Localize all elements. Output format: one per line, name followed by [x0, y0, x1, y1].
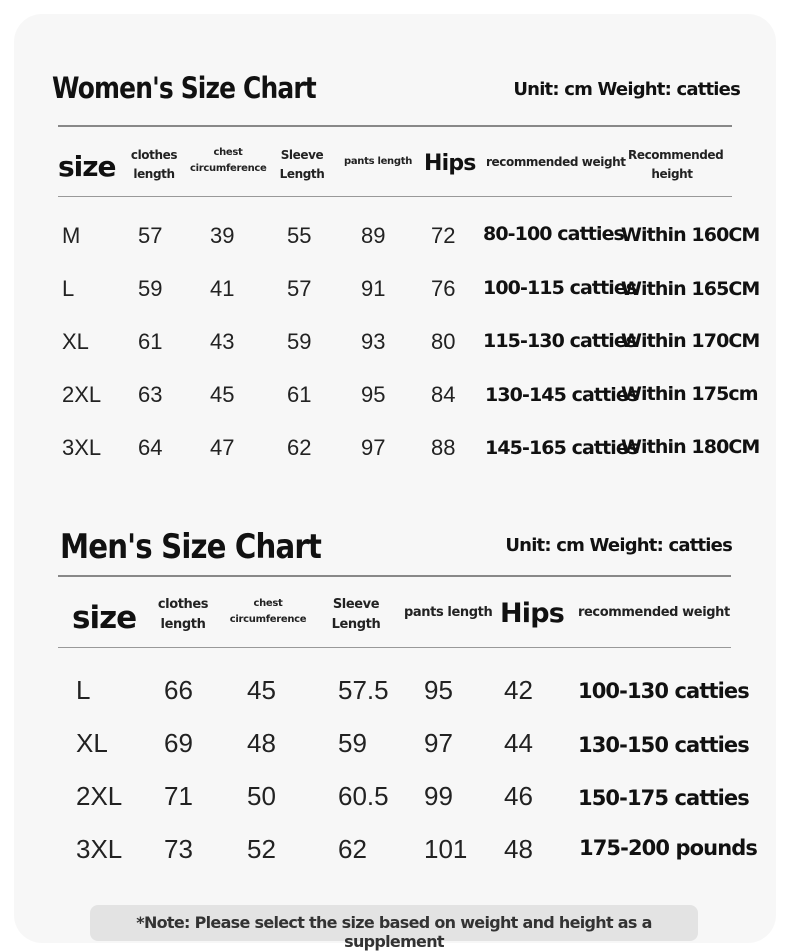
sleeve-cell: 61 [287, 382, 312, 407]
women-header-divider [58, 196, 732, 197]
sleeve-cell: 62 [338, 834, 367, 864]
size-cell: 3XL [62, 435, 102, 460]
hips-cell: 76 [431, 276, 456, 301]
height-cell: Within 175cm [621, 383, 758, 405]
women-header-clothes-length [130, 146, 178, 184]
men-header-pants: pants length [404, 605, 493, 620]
weight-cell: 150-175 catties [578, 786, 749, 810]
pants-cell: 95 [361, 382, 386, 407]
height-cell: Within 170CM [621, 330, 760, 352]
men-header-clothes-length [155, 595, 211, 635]
chest-cell: 48 [247, 728, 276, 758]
women-header-height-line2: height [651, 167, 693, 181]
hips-cell: 46 [504, 781, 533, 811]
women-header-size: size [58, 150, 116, 183]
chest-cell: 45 [247, 675, 276, 705]
men-header-weight: recommended weight [578, 605, 730, 620]
pants-cell: 101 [424, 834, 468, 864]
pants-cell: 95 [424, 675, 453, 705]
pants-cell: 99 [424, 781, 453, 811]
weight-cell: 130-150 catties [578, 733, 749, 757]
women-top-divider [58, 125, 732, 127]
men-header-chest-line1: chest [253, 598, 283, 609]
hips-cell: 42 [504, 675, 533, 705]
weight-cell: 80-100 catties [483, 223, 624, 245]
pants-cell: 91 [361, 276, 386, 301]
note-banner [90, 905, 698, 951]
size-cell: L [76, 675, 91, 705]
weight-cell: 100-115 catties [483, 277, 637, 299]
hips-cell: 48 [504, 834, 533, 864]
weight-cell: 100-130 catties [578, 679, 749, 703]
weight-cell: 145-165 catties [485, 437, 639, 459]
height-cell: Within 180CM [621, 436, 760, 458]
hips-cell: 84 [431, 382, 456, 407]
size-cell: XL [76, 728, 108, 758]
clothes-length-cell: 71 [164, 781, 193, 811]
women-header-clothes-line1: clothes [130, 148, 178, 162]
hips-cell: 44 [504, 728, 533, 758]
women-unit-label: Unit: cm Weight: catties [513, 79, 740, 100]
men-chart-title: Men's Size Chart [60, 527, 322, 567]
chest-cell: 50 [247, 781, 276, 811]
clothes-length-cell: 66 [164, 675, 193, 705]
size-cell: L [62, 276, 75, 301]
hips-cell: 72 [431, 223, 456, 248]
men-top-divider [58, 575, 731, 577]
women-header-height-line1: Recommended [628, 148, 724, 162]
men-header-chest [228, 596, 308, 628]
men-header-chest-line2: circumference [229, 614, 307, 625]
women-header-clothes-line2: length [133, 167, 175, 181]
clothes-length-cell: 73 [164, 834, 193, 864]
women-header-chest [190, 145, 266, 177]
size-cell: 3XL [76, 834, 123, 864]
men-header-sleeve [330, 595, 382, 635]
women-header-hips: Hips [424, 151, 476, 176]
chest-cell: 41 [210, 276, 235, 301]
hips-cell: 80 [431, 329, 456, 354]
size-cell: 2XL [76, 781, 123, 811]
chest-cell: 39 [210, 223, 235, 248]
men-header-clothes-line1: clothes [157, 597, 209, 612]
clothes-length-cell: 59 [138, 276, 163, 301]
women-header-sleeve-line1: Sleeve [280, 148, 324, 162]
size-cell: M [62, 223, 81, 248]
chest-cell: 45 [210, 382, 235, 407]
men-header-sleeve-line1: Sleeve [332, 597, 380, 612]
weight-cell: 130-145 catties [485, 384, 639, 406]
size-cell: XL [62, 329, 89, 354]
women-header-sleeve-line2: Length [279, 167, 325, 181]
hips-cell: 88 [431, 435, 456, 460]
men-header-sleeve-line2: Length [331, 617, 381, 632]
clothes-length-cell: 69 [164, 728, 193, 758]
chest-cell: 43 [210, 329, 235, 354]
men-header-divider [58, 647, 731, 648]
weight-cell: 175-200 pounds [579, 836, 757, 860]
height-cell: Within 165CM [621, 278, 760, 300]
height-cell: Within 160CM [621, 224, 760, 246]
pants-cell: 97 [361, 435, 386, 460]
men-header-hips: Hips [500, 598, 565, 629]
men-unit-label: Unit: cm Weight: catties [505, 535, 732, 556]
pants-cell: 97 [424, 728, 453, 758]
weight-cell: 115-130 catties [483, 330, 637, 352]
women-header-height [628, 146, 724, 184]
sleeve-cell: 55 [287, 223, 312, 248]
chest-cell: 52 [247, 834, 276, 864]
women-header-chest-line2: circumference [190, 163, 267, 174]
clothes-length-cell: 57 [138, 223, 163, 248]
sleeve-cell: 60.5 [338, 781, 389, 811]
size-cell: 2XL [62, 382, 102, 407]
sleeve-cell: 62 [287, 435, 312, 460]
sleeve-cell: 59 [338, 728, 367, 758]
women-header-chest-line1: chest [213, 147, 243, 158]
women-header-weight: recommended weight [486, 155, 626, 169]
women-header-sleeve [278, 146, 326, 184]
sleeve-cell: 57.5 [338, 675, 389, 705]
clothes-length-cell: 61 [138, 329, 163, 354]
clothes-length-cell: 64 [138, 435, 163, 460]
pants-cell: 93 [361, 329, 386, 354]
note-text: *Note: Please select the size based on weight and height as a supplement [136, 913, 652, 951]
pants-cell: 89 [361, 223, 386, 248]
women-header-pants: pants length [344, 156, 413, 167]
women-chart-title: Women's Size Chart [52, 71, 316, 105]
sleeve-cell: 59 [287, 329, 312, 354]
men-header-clothes-line2: length [160, 617, 206, 632]
chest-cell: 47 [210, 435, 235, 460]
men-header-size: size [72, 600, 137, 636]
sleeve-cell: 57 [287, 276, 312, 301]
clothes-length-cell: 63 [138, 382, 163, 407]
